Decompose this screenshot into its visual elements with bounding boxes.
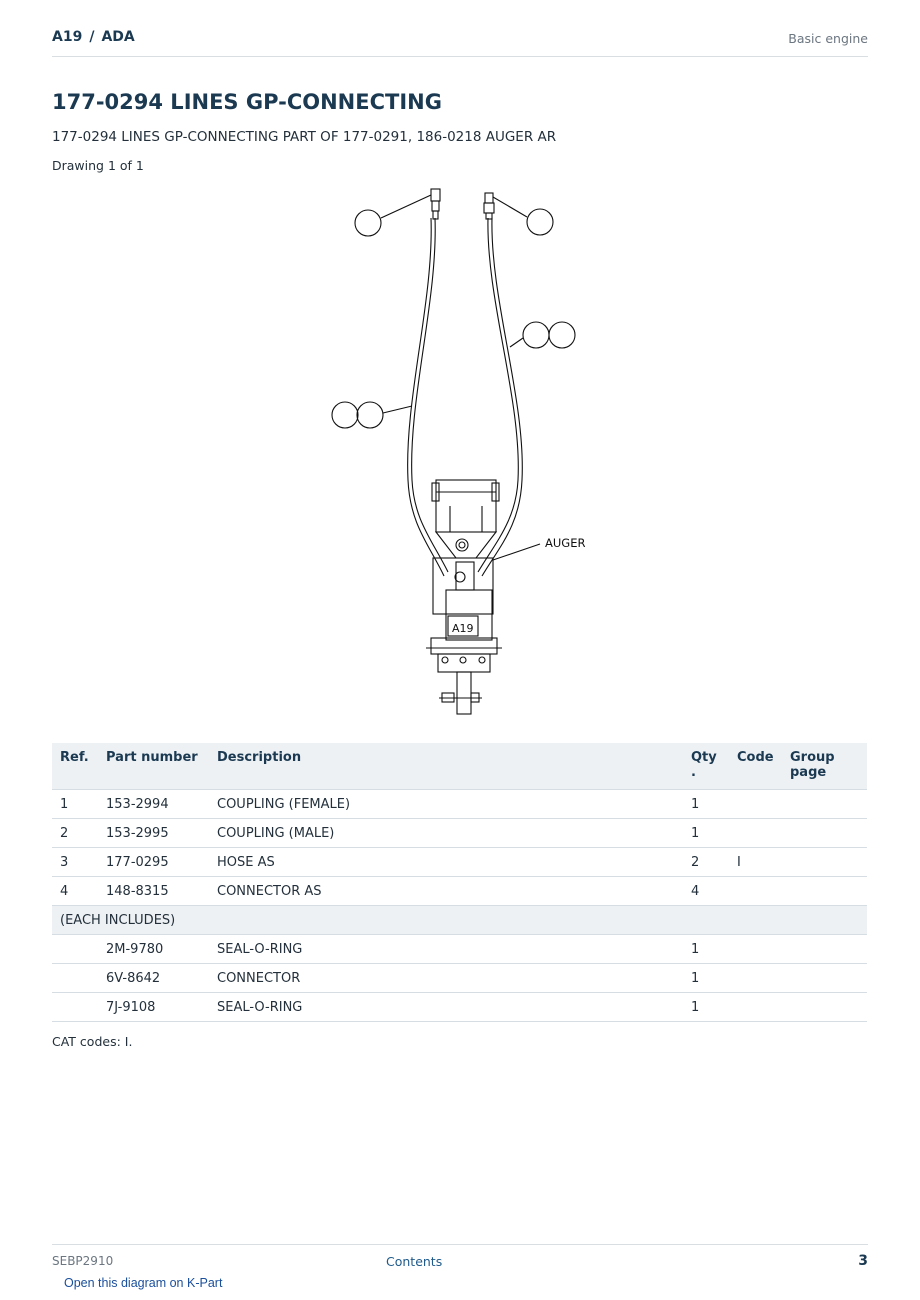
contents-link[interactable]: Contents [386, 1254, 443, 1269]
header-qty: Qty . [683, 743, 729, 790]
page-footer [52, 1244, 868, 1275]
callout-circle [523, 322, 549, 348]
cell-description: COUPLING (MALE) [209, 819, 683, 848]
table-row [52, 935, 867, 964]
cell-part-number: 2M-9780 [98, 935, 209, 964]
header-group-page: Group page [782, 743, 867, 790]
callout-circle [549, 322, 575, 348]
document-id: SEBP2910 [52, 1254, 114, 1268]
breadcrumb [52, 29, 135, 45]
callout-circle [355, 210, 381, 236]
cell-group-page [782, 935, 867, 964]
parts-table [52, 743, 867, 1022]
cell-description: SEAL-O-RING [209, 935, 683, 964]
header-description: Description [209, 743, 683, 790]
cell-group-page [782, 819, 867, 848]
cell-group-page [782, 790, 867, 819]
cell-ref: 4 [52, 877, 98, 906]
cell-code [729, 993, 782, 1022]
open-kpart-link[interactable]: Open this diagram on K-Part [64, 1276, 223, 1290]
cell-part-number: 7J-9108 [98, 993, 209, 1022]
motor-plate-label: A19 [452, 622, 474, 635]
breadcrumb-separator: / [89, 29, 95, 45]
table-row [52, 819, 867, 848]
section-name: Basic engine [788, 31, 868, 46]
page-number: 3 [858, 1253, 868, 1269]
cell-qty: 1 [683, 935, 729, 964]
cell-group-page [782, 848, 867, 877]
cell-group-page [782, 964, 867, 993]
cat-codes-note: CAT codes: I. [52, 1034, 133, 1049]
header-ref: Ref. [52, 743, 98, 790]
cell-part-number: 177-0295 [98, 848, 209, 877]
cell-description: COUPLING (FEMALE) [209, 790, 683, 819]
cell-description: CONNECTOR [209, 964, 683, 993]
group-row [52, 906, 867, 935]
cell-ref [52, 935, 98, 964]
cell-ref: 2 [52, 819, 98, 848]
table-row [52, 964, 867, 993]
left-hose [412, 218, 448, 572]
table-header-row [52, 743, 867, 790]
cell-code: I [729, 848, 782, 877]
right-hose [478, 218, 518, 572]
cell-code [729, 877, 782, 906]
cell-qty: 1 [683, 819, 729, 848]
page-title: 177-0294 LINES GP-CONNECTING [52, 90, 442, 114]
table-row [52, 877, 867, 906]
cell-ref: 1 [52, 790, 98, 819]
breadcrumb-model: A19 [52, 29, 83, 45]
header-part-number: Part number [98, 743, 209, 790]
table-row [52, 848, 867, 877]
cell-part-number: 153-2994 [98, 790, 209, 819]
table-row [52, 993, 867, 1022]
cell-group-page [782, 877, 867, 906]
cell-description: CONNECTOR AS [209, 877, 683, 906]
cell-ref [52, 964, 98, 993]
cell-group-page [782, 993, 867, 1022]
callout-circle [527, 209, 553, 235]
header-code: Code [729, 743, 782, 790]
breadcrumb-code: ADA [101, 29, 135, 45]
cell-code [729, 790, 782, 819]
cell-ref [52, 993, 98, 1022]
page-subtitle: 177-0294 LINES GP-CONNECTING PART OF 177-0291, 186-0218 AUGER AR [52, 129, 557, 145]
cell-qty: 2 [683, 848, 729, 877]
left-coupling [431, 189, 440, 201]
cell-qty: 1 [683, 790, 729, 819]
cell-qty: 1 [683, 964, 729, 993]
cell-description: SEAL-O-RING [209, 993, 683, 1022]
callout-circle [332, 402, 358, 428]
cell-qty: 1 [683, 993, 729, 1022]
table-row [52, 790, 867, 819]
cell-code [729, 819, 782, 848]
cell-code [729, 935, 782, 964]
cell-description: HOSE AS [209, 848, 683, 877]
drawing-count: Drawing 1 of 1 [52, 158, 144, 173]
group-label: (EACH INCLUDES) [52, 906, 867, 935]
cell-code [729, 964, 782, 993]
cell-part-number: 148-8315 [98, 877, 209, 906]
cell-qty: 4 [683, 877, 729, 906]
auger-label: AUGER [545, 536, 586, 550]
parts-diagram [300, 180, 620, 720]
right-coupling [485, 193, 493, 203]
page-header [52, 28, 868, 57]
cell-ref: 3 [52, 848, 98, 877]
callout-circle [357, 402, 383, 428]
cell-part-number: 153-2995 [98, 819, 209, 848]
cell-part-number: 6V-8642 [98, 964, 209, 993]
